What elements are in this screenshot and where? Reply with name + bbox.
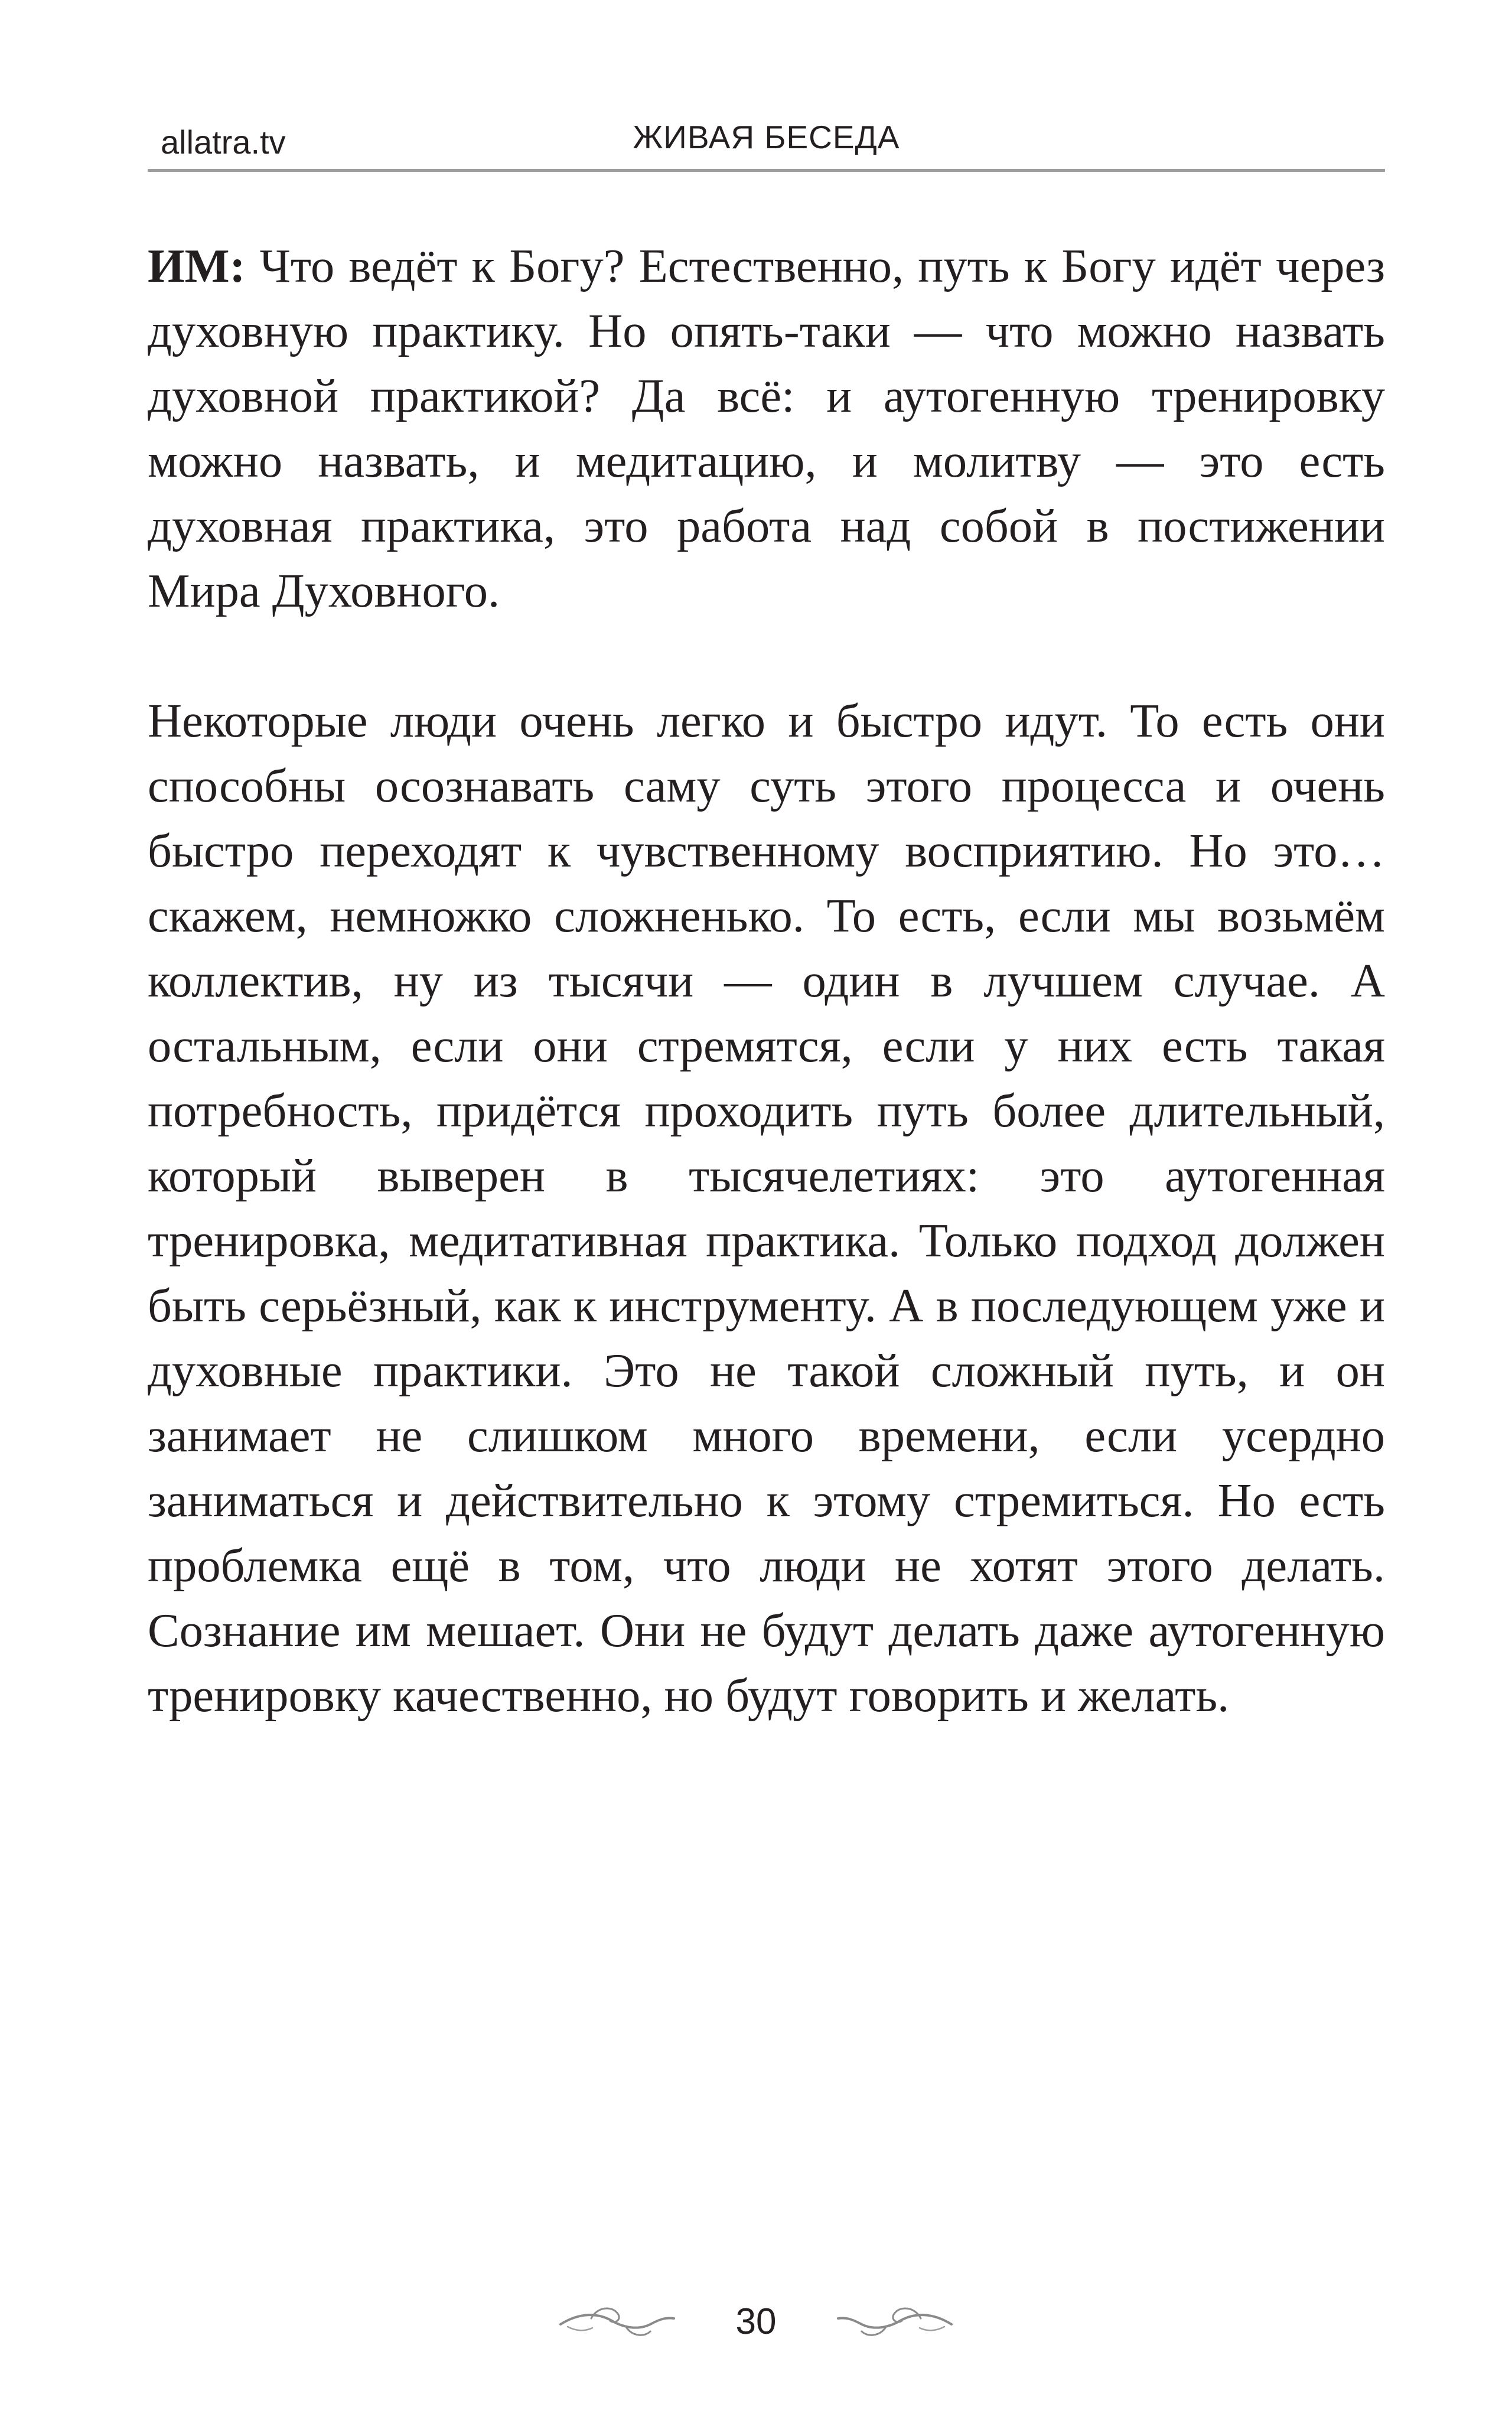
site-name: allatra.tv [161,123,286,161]
flourish-right-icon [832,2301,956,2342]
flourish-left-icon [556,2301,680,2342]
header-rule [148,169,1385,172]
page-footer [0,2286,1512,2357]
paragraph-1 [148,234,1385,624]
main-text [148,234,1385,1728]
page-number: 30 [735,2301,777,2342]
running-title: ЖИВАЯ БЕСЕДА [633,119,900,155]
paragraph-1-text: Что ведёт к Богу? Естественно, путь к Богу идёт через духовную практику. Но опять-таки — что можно назвать духовной практикой? Да всё: и аутогенную тренировку можно назвать, и медитацию, и молитву — это есть духовная практика, это работа над собой в постижении Мира Духовного. [148,240,1385,617]
speaker-label: ИМ: [148,240,246,292]
paragraph-2-text: Некоторые люди очень легко и быстро идут. То есть они способны осознавать саму суть этого процесса и очень быстро переходят к чувственному восприятию. Но это… скажем, немножко сложненько. То есть, если мы возьмём коллектив, ну из тысячи — один в лучшем случае. А остальным, если они стремятся, если у них есть такая потребность, придётся проходить путь более длительный, который выверен в тысячелетиях: это аутогенная тренировка, медитативная практика. Только подход должен быть серьёзный, как к инструменту. А в последующем уже и духовные практики. Это не такой сложный путь, и он занимает не слишком много времени, если усердно заниматься и действительно к этому стремиться. Но есть проблемка ещё в том, что люди не хотят этого делать. Сознание им мешает. Они не будут делать даже аутогенную тренировку качественно, но будут говорить и желать. [148,695,1385,1722]
paragraph-2 [148,689,1385,1728]
page-header [148,110,1385,169]
